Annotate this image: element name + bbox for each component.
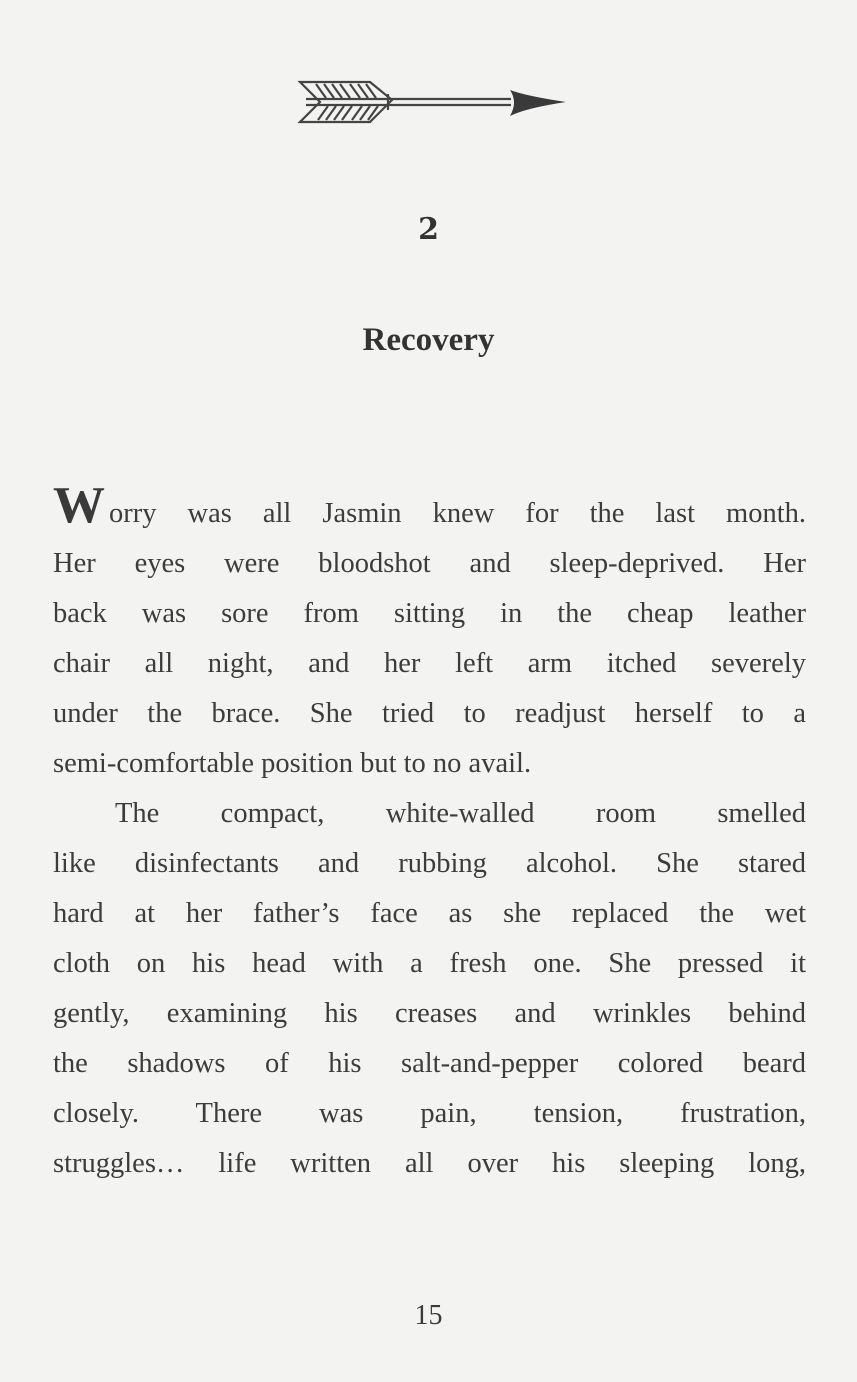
text-line: cloth on his head with a fresh one. She pressed it — [53, 948, 806, 979]
text-line: hard at her father’s face as she replaced the wet — [53, 898, 806, 929]
arrow-ornament-icon — [296, 74, 576, 130]
text-line: semi-comfortable position but to no avail. — [53, 748, 532, 779]
chapter-body — [53, 477, 806, 1189]
chapter-number: 2 — [418, 212, 439, 247]
drop-cap: W — [53, 477, 105, 534]
page-number: 15 — [414, 1300, 443, 1331]
text-line: The compact, white-walled room smelled — [115, 798, 806, 829]
text-line: like disinfectants and rubbing alcohol. She stared — [53, 848, 806, 879]
text-line: the shadows of his salt-and-pepper colored beard — [53, 1048, 806, 1079]
chapter-title: Recovery — [362, 322, 495, 358]
text-line — [53, 477, 806, 539]
text-line: closely. There was pain, tension, frustration, — [53, 1098, 806, 1129]
text-line: under the brace. She tried to readjust herself to a — [53, 698, 806, 729]
text-line: chair all night, and her left arm itched severely — [53, 648, 806, 679]
text-line: gently, examining his creases and wrinkles behind — [53, 998, 806, 1029]
text-line: back was sore from sitting in the cheap leather — [53, 598, 806, 629]
text-line: Her eyes were bloodshot and sleep-deprived. Her — [53, 548, 806, 579]
text-line-content: orry was all Jasmin knew for the last month. — [109, 498, 806, 529]
text-line: struggles… life written all over his sleeping long, — [53, 1148, 806, 1179]
